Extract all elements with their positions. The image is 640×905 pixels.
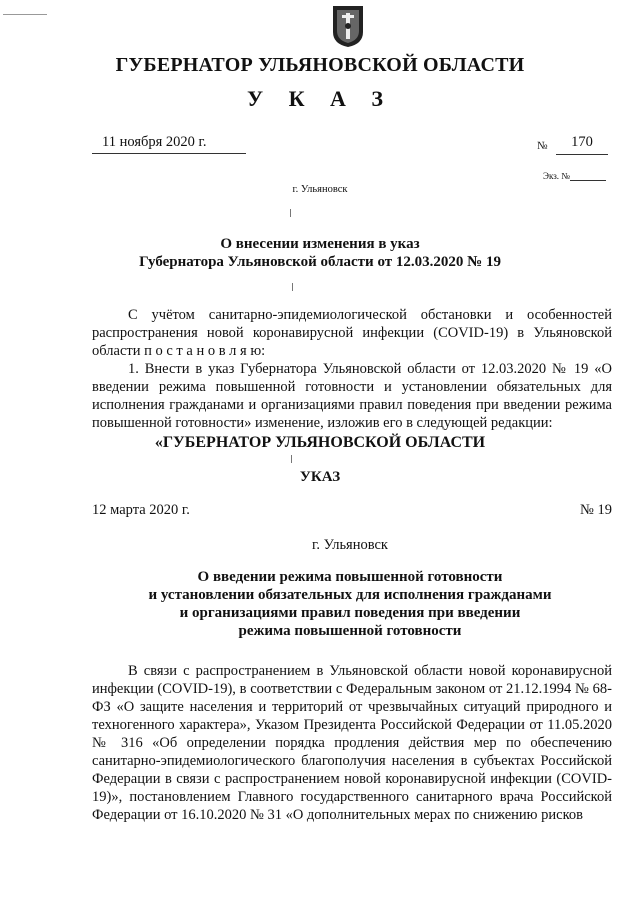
inner-document-subject <box>0 568 640 640</box>
inner-subject-line: режима повышенной готовности <box>238 623 462 639</box>
inner-subject-line: и организациями правил поведения при введении <box>179 605 521 621</box>
inner-subject-line: О введении режима повышенной готовности <box>197 569 503 585</box>
city: г. Ульяновск <box>292 184 348 195</box>
inner-document-number: № 19 <box>580 502 612 518</box>
subject-line-2: Губернатора Ульяновской области от 12.03.2020 № 19 <box>139 254 501 270</box>
document-number: 170 <box>556 134 608 155</box>
number-sign: № <box>537 140 548 152</box>
inner-document-type: УКАЗ <box>299 469 341 485</box>
scan-tick-mark <box>292 283 293 291</box>
inner-subject-line: и установлении обязательных для исполнения гражданами <box>148 587 552 603</box>
copy-number-field <box>543 171 606 181</box>
scan-tick-mark <box>291 455 292 463</box>
issuer-title: ГУБЕРНАТОР УЛЬЯНОВСКОЙ ОБЛАСТИ <box>115 54 525 76</box>
document-subject <box>0 235 640 271</box>
copy-label: Экз. № <box>543 171 570 181</box>
scan-corner-mark <box>3 14 47 15</box>
item-1-paragraph: 1. Внести в указ Губернатора Ульяновской области от 12.03.2020 № 19 «О введении режима повышенной готовности и установлении обязательных для исполнения гражданами и организациями правил поведения при введении режима повышенной готовности» изменение, изложив его в следующей редакции: <box>92 361 612 431</box>
document-date: 11 ноября 2020 г. <box>92 134 246 154</box>
document-type-title: У К А З <box>246 86 394 111</box>
subject-line-1: О внесении изменения в указ <box>220 236 420 252</box>
inner-body-paragraph: В связи с распространением в Ульяновской области новой коронавирусной инфекции (COVID-19), в соответствии с Федеральным законом от 21.12.1994 № 68-ФЗ «О защите населения и территорий от чрезвычайных ситуаций природного и техногенного характера», Указом Президента Российской Федерации от 11.05.2020 № 316 «Об определении порядка продления действия мер по обеспечению санитарно-эпидемиологического благополучия населения в субъектах Российской Федерации в связи с распространением новой коронавирусной инфекции (COVID-19)», постановлением Главного государственного санитарного врача Российской Федерации от 16.10.2020 № 31 «О дополнительных мерах по снижению рисков <box>92 663 612 823</box>
inner-city: г. Ульяновск <box>312 537 388 553</box>
scan-tick-mark <box>290 209 291 217</box>
inner-issuer-title: «ГУБЕРНАТОР УЛЬЯНОВСКОЙ ОБЛАСТИ <box>154 434 486 451</box>
preamble-paragraph: С учётом санитарно-эпидемиологической обстановки и особенностей распространения новой коронавирусной инфекции (COVID-19) в Ульяновской области п о с т а н о в л я ю: <box>92 307 612 359</box>
inner-document-date: 12 марта 2020 г. <box>92 502 190 518</box>
coat-of-arms-icon <box>330 4 366 48</box>
copy-number-blank <box>570 171 606 181</box>
